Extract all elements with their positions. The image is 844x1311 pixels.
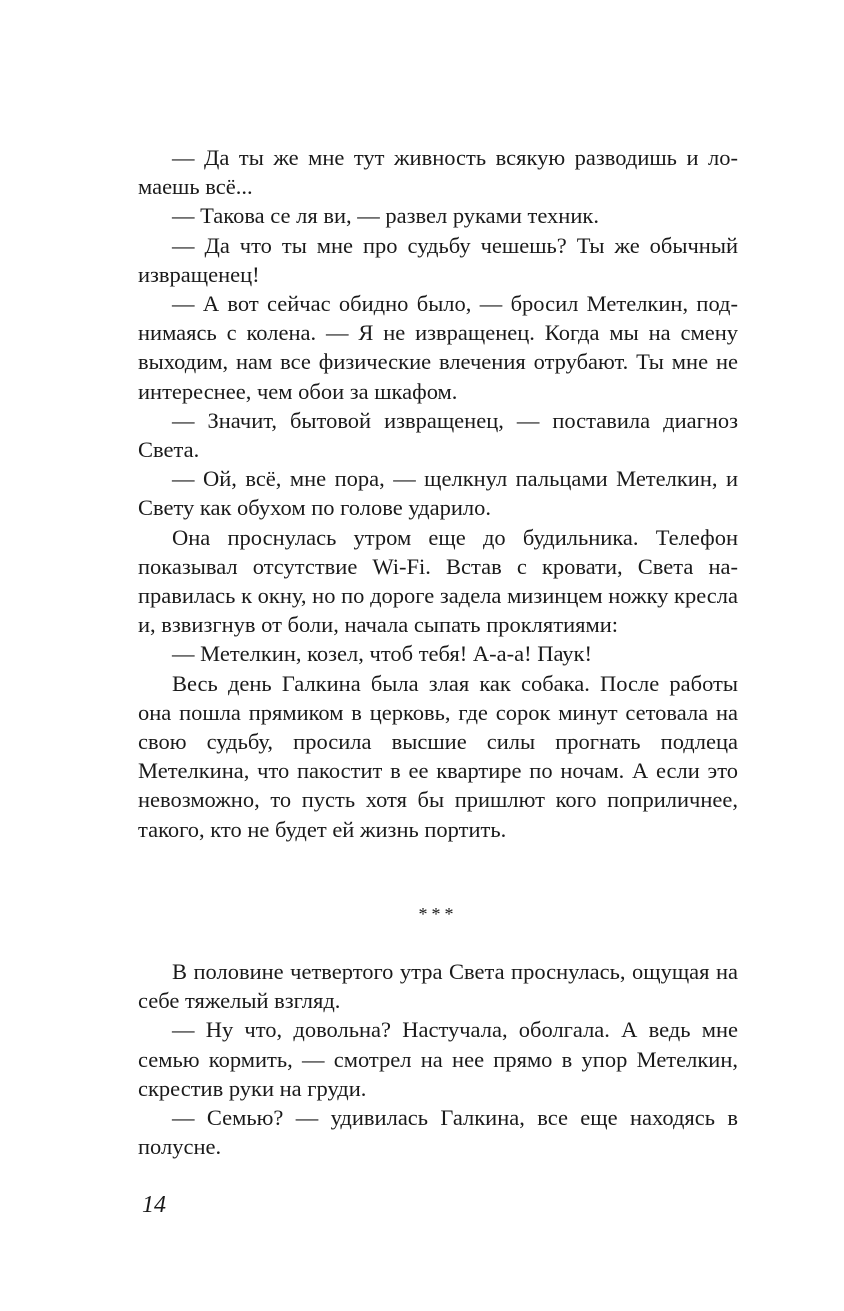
text-block-1 — [138, 143, 738, 844]
paragraph: — Значит, бытовой извращенец, — поставила диагноз Света. — [138, 407, 738, 463]
paragraph: — А вот сейчас обидно было, — бросил Метелкин, поднимаясь с колена. — Я не извращенец. Когда мы на смену выходим, нам все физические влечения отрубают. Ты мне не интереснее, чем обои за шкафом. — [138, 291, 738, 404]
paragraph: — Да ты же мне тут живность всякую разводишь и ломаешь всё... — [138, 145, 738, 200]
paragraph: — Ой, всё, мне пора, — щелкнул пальцами Метелкин, и Свету как обухом по голове ударило. — [138, 466, 738, 521]
paragraph: Весь день Галкина была злая как собака. После работы она пошла прямиком в церковь, где сорок минут сетовала на свою судьбу, просила высшие силы прогнать подлеца Метелкина, что пакостит в ее квартире по ночам. А если это невозможно, то пусть хотя бы пришлют кого поприличнее, такого, кто не будет ей жизнь портить. — [138, 670, 738, 842]
page-number: 14 — [142, 1192, 166, 1218]
text-block-2 — [138, 957, 738, 1161]
paragraph: Она проснулась утром еще до будильника. Телефон показывал отсутствие Wi-Fi. Встав с кровати, Света направилась к окну, но по дороге задела мизинцем ножку кресла и, взвизгнув от боли, начала сыпать проклятиями: — [138, 524, 738, 638]
paragraph: — Метелкин, козел, чтоб тебя! А-а-а! Паук! — [172, 641, 592, 667]
paragraph: — Семью? — удивилась Галкина, все еще находясь в полусне. — [138, 1105, 738, 1160]
scene-break: *** — [418, 904, 458, 924]
paragraph: В половине четвертого утра Света проснулась, ощущая на себе тяжелый взгляд. — [138, 959, 738, 1014]
paragraph: — Да что ты мне про судьбу чешешь? Ты же обычный извращенец! — [138, 232, 738, 287]
paragraph: — Такова се ля ви, — развел руками техник. — [172, 203, 599, 229]
paragraph: — Ну что, довольна? Настучала, оболгала. А ведь мне семью кормить, — смотрел на нее прямо в упор Метелкин, скрестив руки на груди. — [138, 1017, 738, 1101]
